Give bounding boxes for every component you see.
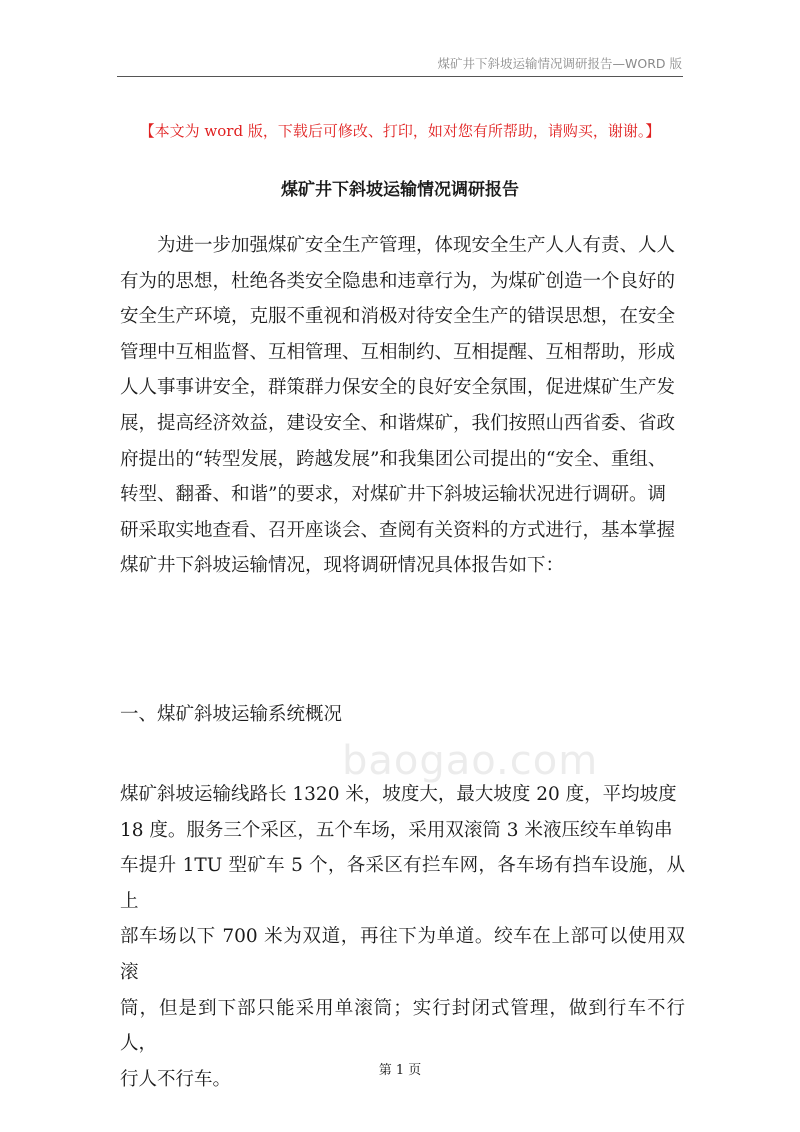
document-title: 煤矿井下斜坡运输情况调研报告: [281, 180, 519, 200]
watermark: baogao.com: [342, 738, 599, 784]
header-divider: [117, 76, 683, 77]
section-heading-1: 一、煤矿斜坡运输系统概况: [120, 704, 343, 725]
page-number: 第 1 页: [378, 1063, 422, 1078]
section-1-paragraph: 煤矿斜坡运输线路长 1320 米，坡度大，最大坡度 20 度，平均坡度 18 度。服务三个采区，五个车场，采用双滚筒 3 米液压绞车单钩串 车提升 1TU 型矿车 5 个，各采区有拦车网，各车场有挡车设施，从上 部车场以下 700 米为双道，再往下为单道。绞车在上部可以使用双滚 筒，但是到下部只能采用单滚筒；实行封闭式管理，做到行车不行人， 行人不行车。: [120, 784, 685, 1090]
running-header: 煤矿井下斜坡运输情况调研报告—WORD 版: [437, 56, 682, 71]
purchase-notice: 【本文为 word 版，下载后可修改、打印，如对您有所帮助，请购买，谢谢。】: [139, 122, 661, 140]
intro-paragraph: 为进一步加强煤矿安全生产管理，体现安全生产人人有责、人人 有为的思想，杜绝各类安全隐患和违章行为，为煤矿创造一个良好的 安全生产环境，克服不重视和消极对待安全生产的错误思想，在安全 管理中互相监督、互相管理、互相制约、互相提醒、互相帮助，形成 人人事事讲安全，群策群力保安全的良好安全氛围，促进煤矿生产发 展，提高经济效益，建设安全、和谐煤矿，我们按照山西省委、省政 府提出的“转型发展，跨越发展”和我集团公司提出的“安全、重组、 转型、翻番、和谐”的要求，对煤矿井下斜坡运输状况进行调研。调 研采取实地查看、召开座谈会、查阅有关资料的方式进行，基本掌握 煤矿井下斜坡运输情况，现将调研情况具体报告如下：: [120, 235, 676, 577]
